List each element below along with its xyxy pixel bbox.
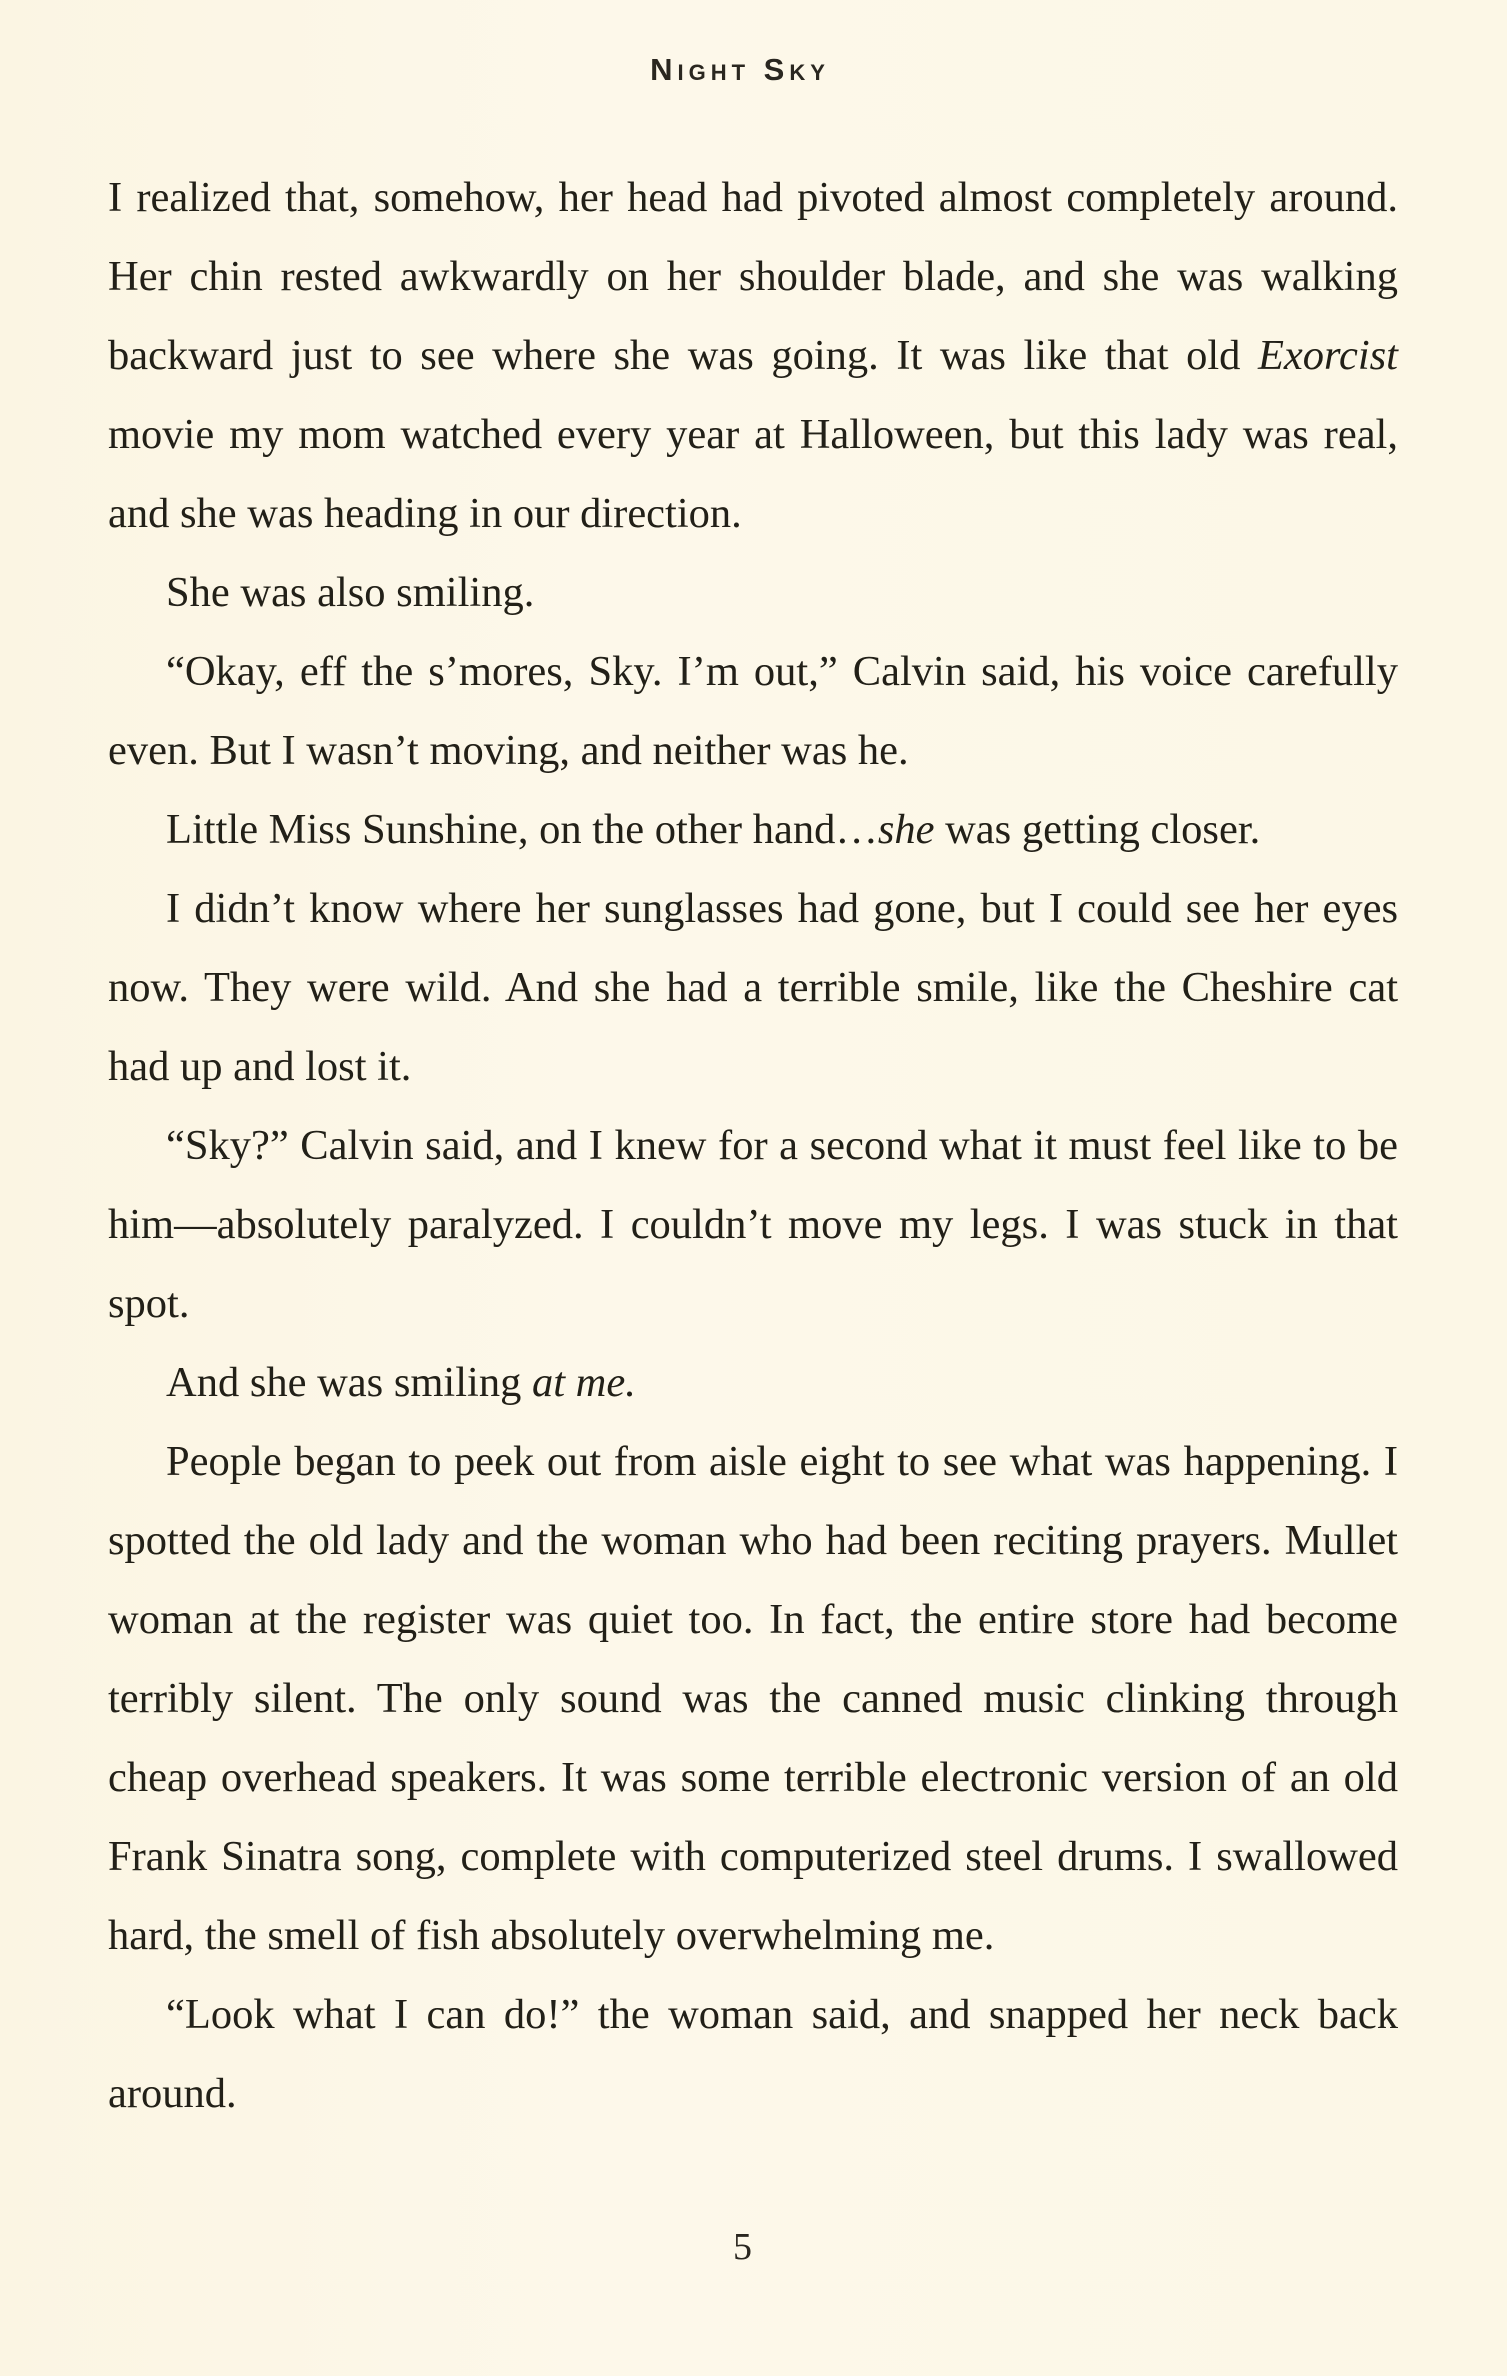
text-run: I realized that, somehow, her head had pivoted almost completely around. Her chin rested awkwardly on her shoulder blade, and she was walking backward just to see where she was going. It was like that old (108, 174, 1398, 379)
page-number: 5 (733, 2226, 752, 2268)
text-run: People began to peek out from aisle eight to see what was happening. I spotted the old lady and the woman who had been reciting prayers. Mullet woman at the register was quiet too. In fact, the entire store had become terribly silent. The only sound was the canned music clinking through cheap overhead speakers. It was some terrible electronic version of an old Frank Sinatra song, complete with computerized steel drums. I swallowed hard, the smell of fish absolutely overwhelming me. (108, 1438, 1398, 1959)
paragraph (108, 869, 1398, 1106)
text-run: “Look what I can do!” the woman said, and snapped her neck back around. (108, 1991, 1398, 2117)
text-run: “Okay, eff the s’mores, Sky. I’m out,” Calvin said, his voice carefully even. But I wasn’t moving, and neither was he. (108, 648, 1398, 774)
italic-text: she (877, 806, 935, 853)
paragraph (108, 553, 1398, 632)
paragraph (108, 790, 1398, 869)
body-text (108, 158, 1398, 2133)
paragraph (108, 1343, 1398, 1422)
text-run: “Sky?” Calvin said, and I knew for a second what it must feel like to be him—absolutely paralyzed. I couldn’t move my legs. I was stuck in that spot. (108, 1122, 1398, 1327)
paragraph (108, 1422, 1398, 1975)
text-run: was getting closer. (934, 806, 1261, 853)
text-run: movie my mom watched every year at Halloween, but this lady was real, and she was heading in our direction. (108, 411, 1398, 537)
text-run: I didn’t know where her sunglasses had gone, but I could see her eyes now. They were wild. And she had a terrible smile, like the Cheshire cat had up and lost it. (108, 885, 1398, 1090)
italic-text: Exorcist (1257, 332, 1398, 379)
text-run: Little Miss Sunshine, on the other hand… (166, 806, 878, 853)
running-head: Night Sky (650, 52, 830, 87)
italic-text: at me. (531, 1359, 636, 1406)
text-run: And she was smiling (166, 1359, 532, 1406)
text-run: She was also smiling. (166, 569, 535, 616)
paragraph (108, 632, 1398, 790)
paragraph (108, 1106, 1398, 1343)
paragraph (108, 158, 1398, 553)
paragraph (108, 1975, 1398, 2133)
